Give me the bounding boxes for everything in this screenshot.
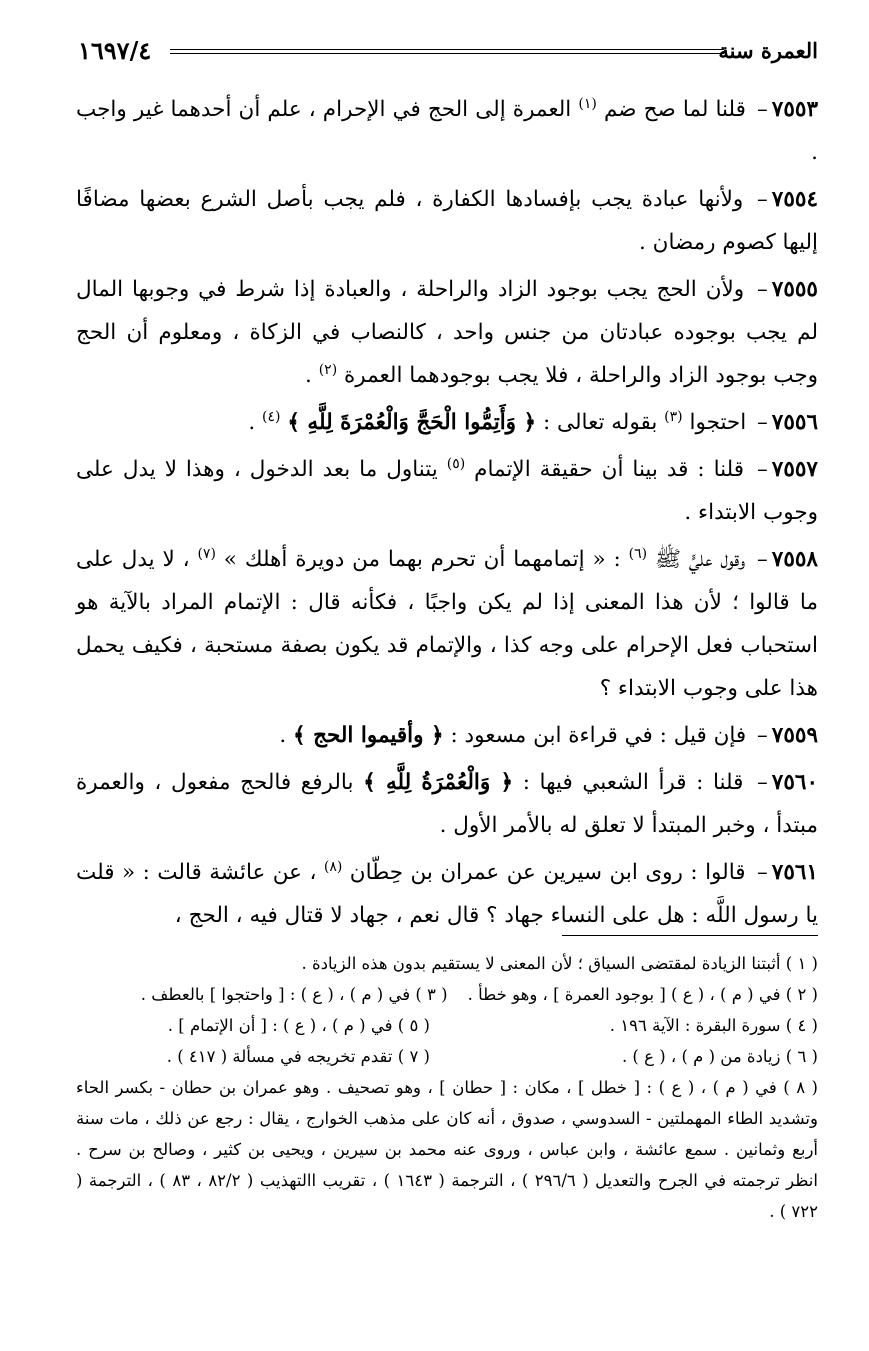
paragraph-7553: ٧٥٥٣– قلنا لما صح ضم $^{(١)}$ العمرة إلى الحج في الإحرام ، علم أن أحدهما غير واجب . xyxy=(76,95,818,165)
header-rule xyxy=(170,49,724,54)
paragraph-7560: ٧٥٦٠– قلنا : قرأ الشعبي فيها : ﴿ وَالْعُمْرَةُ لِلَّهِ ﴾ بالرفع فالحج مفعول ، والعمرة مبتدأ ، وخبر المبتدأ لا تعلق له بالأمر الأول . xyxy=(76,770,818,838)
paragraph-number: ٧٥٥٨ xyxy=(771,547,818,572)
paragraph-number: ٧٥٥٦ xyxy=(771,410,818,435)
paragraph-7558: ٧٥٥٨– وقول عليٍّ ﷺ $^{(٦)}$ : « إتمامهما أن تحرم بهما من دويرة أهلك » $^{(٧)}$ ، لا يدل على ما قالوا ؛ لأن هذا المعنى إذا لم يكن واجبًا ، فكأنه قال : الإتمام المراد بالآية هو استحباب فعل الإحرام على وجه كذا ، والإتمام قد يكون بصفة مستحبة ، فكيف يحمل هذا على وجوب الابتداء ؟ xyxy=(76,545,818,701)
footnote-2: ( ٢ ) في ( م ) ، ( ع ) [ بوجود العمرة ] ، وهو خطأ . xyxy=(467,985,818,1004)
paragraph-text: ولأن الحج يجب بوجود الزاد والراحلة ، والعبادة إذا شرط في وجوبها المال لم يجب بوجوده عبادتان من جنس واحد ، كالنصاب في الزكاة ، ومعلوم أن الحج وجب بوجود الزاد والراحلة ، فلا يجب بوجودهما العمرة xyxy=(76,277,818,388)
paragraph-text: ، لا يدل على ما قالوا ؛ لأن هذا المعنى إذا لم يكن واجبًا ، فكأنه قال : الإتمام المراد بالآية هو استحباب فعل الإحرام على وجه كذا ، والإتمام قد يكون بصفة مستحبة ، فكيف يحمل هذا على وجوب الابتداء ؟ xyxy=(76,547,818,701)
paragraph-number: ٧٥٥٥ xyxy=(771,277,818,302)
paragraph-number: ٧٥٥٤ xyxy=(771,187,818,212)
paragraph-7556: ٧٥٥٦– احتجوا $^{(٣)}$ بقوله تعالى : ﴿ وَأَتِمُّوا الْحَجَّ وَالْعُمْرَةَ لِلَّهِ ﴾ $^{(٤)}$ . xyxy=(248,408,818,435)
footnote-7: ( ٧ ) تقدم تخريجه في مسألة ( ٤١٧ ) . xyxy=(166,1047,430,1066)
paragraph-number: ٧٥٥٧ xyxy=(771,457,818,482)
paragraph-text: يتناول ما بعد الدخول ، وهذا لا يدل على وجوب الابتداء . xyxy=(76,457,818,525)
paragraph-7554: ٧٥٥٤– ولأنها عبادة يجب بإفسادها الكفارة ، فلم يجب بأصل الشرع بعضها مضافًا إليها كصوم رمضان . xyxy=(76,187,818,255)
footnote-3: ( ٣ ) في ( م ) ، ( ع ) : [ واحتجوا ] بالعطف . xyxy=(140,985,448,1004)
footnote-marker: (٣) xyxy=(664,408,683,425)
footnotes xyxy=(76,948,818,1227)
footnote-marker: (٧) xyxy=(197,545,216,562)
footnote-marker: (١) xyxy=(578,95,597,112)
paragraph-number: ٧٥٥٩ xyxy=(771,723,818,748)
footnote-row-6-7 xyxy=(76,1041,818,1072)
paragraph-text: ولأنها عبادة يجب بإفسادها الكفارة ، فلم يجب بأصل الشرع بعضها مضافًا إليها كصوم رمضان . xyxy=(76,187,818,255)
footnote-row-4-5 xyxy=(76,1010,818,1041)
paragraph-number: ٧٥٦١ xyxy=(771,860,818,885)
paragraph-text: ، عن عائشة قالت : « قلت يا رسول اللَّه : هل على النساء جهاد ؟ قال نعم ، جهاد لا قتال فيه ، الحج ، xyxy=(76,860,818,928)
paragraph-text: قلنا : قد بينا أن حقيقة الإتمام xyxy=(474,457,745,482)
paragraph-7559: ٧٥٥٩– فإن قيل : في قراءة ابن مسعود : ﴿ وأقيموا الحج ﴾ . xyxy=(279,723,818,748)
footnote-marker: (٥) xyxy=(446,455,466,472)
footnote-marker: (٢) xyxy=(318,361,338,378)
paragraph-text: وقول عليٍّ ﷺ xyxy=(654,547,746,572)
paragraph-text: بقوله تعالى : xyxy=(542,410,658,435)
paragraph-number: ٧٥٥٣ xyxy=(771,97,818,122)
page-header xyxy=(78,36,818,70)
footnote-4: ( ٤ ) سورة البقرة : الآية ١٩٦ . xyxy=(609,1016,818,1035)
footnote-5: ( ٥ ) في ( م ) ، ( ع ) : [ أن الإتمام ] . xyxy=(167,1016,430,1035)
paragraph-text: فإن قيل : في قراءة ابن مسعود : xyxy=(450,723,747,748)
paragraph-7555: ٧٥٥٥– ولأن الحج يجب بوجود الزاد والراحلة ، والعبادة إذا شرط في وجوبها المال لم يجب بوجوده عبادتان من جنس واحد ، كالنصاب في الزكاة ، ومعلوم أن الحج وجب بوجود الزاد والراحلة ، فلا يجب بوجودهما العمرة $^{(٢)}$ . xyxy=(76,277,818,388)
quran-verse: ﴿ وَالْعُمْرَةُ لِلَّهِ ﴾ xyxy=(363,770,514,795)
footnote-separator xyxy=(562,935,818,936)
footnote-marker: (٤) xyxy=(262,408,281,425)
footnote-text: ( ١ ) أثبتنا الزيادة لمقتضى السياق ؛ لأن المعنى لا يستقيم بدون هذه الزيادة . xyxy=(301,954,818,973)
quran-verse: ﴿ وأقيموا الحج ﴾ xyxy=(293,723,444,748)
paragraph-text: قلنا لما صح ضم xyxy=(603,97,746,122)
paragraph-text: احتجوا xyxy=(689,410,747,435)
main-text xyxy=(76,88,818,941)
footnote-row-2-3 xyxy=(76,979,818,1010)
page-reference: ١٦٩٧/٤ xyxy=(78,36,152,65)
paragraph-text: بالرفع فالحج مفعول ، والعمرة مبتدأ ، وخبر المبتدأ لا تعلق له بالأمر الأول . xyxy=(76,770,818,838)
footnote-1 xyxy=(76,948,818,979)
paragraph-text: . xyxy=(248,410,256,435)
quran-verse: ﴿ وَأَتِمُّوا الْحَجَّ وَالْعُمْرَةَ لِلَّهِ ﴾ xyxy=(287,410,537,435)
paragraph-text: : « إتمامهما أن تحرم بهما من دويرة أهلك » xyxy=(223,547,621,572)
paragraph-7557: ٧٥٥٧– قلنا : قد بينا أن حقيقة الإتمام $^{(٥)}$ يتناول ما بعد الدخول ، وهذا لا يدل على وجوب الابتداء . xyxy=(76,455,818,525)
paragraph-text: . xyxy=(279,723,287,748)
paragraph-text: قلنا : قرأ الشعبي فيها : xyxy=(522,770,744,795)
footnote-marker: (٦) xyxy=(628,545,648,562)
footnote-8: ( ٨ ) في ( م ) ، ( ع ) : [ خطل ] ، مكان : [ حطان ] ، وهو تصحيف . وهو عمران بن حطان - بكسر الحاء وتشديد الطاء المهملتين - السدوسي ، صدوق ، أنه كان على مذهب الخوارج ، يقال : رجع عن ذلك ، مات سنة أربع وثمانين . سمع عائشة ، وابن عباس ، وروى عنه محمد بن سيرين ، ويحيى بن كثير ، وصالح بن سرح . انظر ترجمته في الجرح والتعديل ( ٢٩٦/٦ ) ، الترجمة ( ١٦٤٣ ) ، تقريب االتهذيب ( ٨٢/٢ ، ٨٣ ) ، الترجمة ( ٧٢٢ ) . xyxy=(76,1078,818,1221)
paragraph-text: . xyxy=(305,363,312,388)
paragraph-text: قالوا : روى ابن سيرين عن عمران بن حِطّان xyxy=(349,860,746,885)
paragraph-number: ٧٥٦٠ xyxy=(771,770,818,795)
footnote-6: ( ٦ ) زيادة من ( م ) ، ( ع ) . xyxy=(621,1047,818,1066)
footnote-marker: (٨) xyxy=(323,858,343,875)
paragraph-text: العمرة إلى الحج في الإحرام ، علم أن أحدهما غير واجب . xyxy=(76,97,818,165)
paragraph-7561: ٧٥٦١– قالوا : روى ابن سيرين عن عمران بن حِطّان $^{(٨)}$ ، عن عائشة قالت : « قلت يا رسول اللَّه : هل على النساء جهاد ؟ قال نعم ، جهاد لا قتال فيه ، الحج ، xyxy=(76,858,818,928)
running-title: العمرة سنة xyxy=(718,38,818,63)
